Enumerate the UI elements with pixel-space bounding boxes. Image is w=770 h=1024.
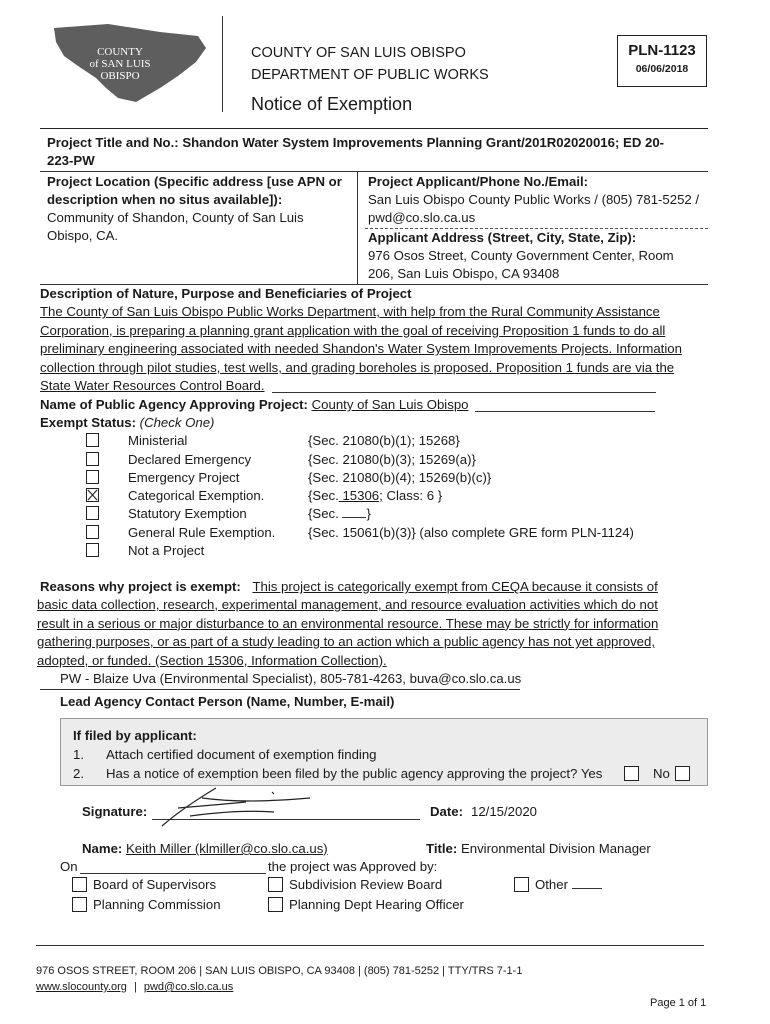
- address-value-2: 206, San Luis Obispo, CA 93408: [368, 266, 560, 281]
- filing-item-1-number: 1.: [73, 747, 84, 762]
- general-rule-label: General Rule Exemption.: [128, 525, 276, 540]
- filing-no-label: No: [653, 766, 670, 781]
- categorical-exemption-checkbox[interactable]: [86, 488, 99, 502]
- categorical-exemption-code: [308, 487, 442, 505]
- approved-by-label: the project was Approved by:: [268, 859, 438, 874]
- filing-item-1: Attach certified document of exemption finding: [106, 747, 377, 762]
- date-value: 12/15/2020: [471, 804, 538, 819]
- page-number: Page 1 of 1: [650, 997, 707, 1009]
- name-row: [82, 840, 328, 858]
- website-link[interactable]: www.slocounty.org: [36, 981, 127, 993]
- board-of-supervisors-checkbox[interactable]: [72, 877, 87, 892]
- agency-rule: [475, 411, 655, 412]
- name-label: Name:: [82, 841, 123, 856]
- description-line: collection through pilot studies, test wells, and grading boreholes is proposed. Proposition 1 funds are via the: [40, 359, 675, 375]
- applicant-value-1: San Luis Obispo County Public Works / (805) 781-5252 /: [368, 192, 700, 207]
- title-label: Title:: [426, 841, 458, 856]
- statutory-code-post: }: [366, 506, 371, 521]
- categorical-code-section: 15306;: [338, 488, 383, 503]
- hearing-officer-checkbox[interactable]: [268, 897, 283, 912]
- categorical-code-pre: {Sec.: [308, 488, 339, 503]
- county-logo: [48, 18, 213, 108]
- contact-value: PW - Blaize Uva (Environmental Specialist), 805-781-4263, buva@co.slo.ca.us: [60, 671, 522, 686]
- statutory-exemption-code: [308, 505, 371, 523]
- categorical-code-post: Class: 6 }: [382, 488, 443, 503]
- agency-label: Name of Public Agency Approving Project:: [40, 397, 308, 412]
- description-line: Corporation, is preparing a planning grant application with the goal of receiving Proposition 1 funds to do all: [40, 322, 666, 338]
- hearing-officer-label: Planning Dept Hearing Officer: [289, 897, 464, 912]
- general-rule-checkbox[interactable]: [86, 525, 99, 539]
- location-label-1: Project Location (Specific address [use APN or: [47, 174, 342, 189]
- other-blank[interactable]: [572, 876, 602, 889]
- contact-label: Lead Agency Contact Person (Name, Number, E-mail): [60, 694, 395, 709]
- logo-line-2: of SAN LUIS: [89, 58, 151, 70]
- ministerial-label: Ministerial: [128, 433, 188, 448]
- planning-commission-label: Planning Commission: [93, 897, 221, 912]
- subdivision-review-checkbox[interactable]: [268, 877, 283, 892]
- description-label: Description of Nature, Purpose and Beneficiaries of Project: [40, 286, 412, 301]
- contact-rule: [40, 689, 520, 690]
- reasons-line: result in a serious or major disturbance to an environmental resource. These may be strictly for information: [37, 615, 659, 631]
- page-title: Notice of Exemption: [251, 94, 413, 114]
- handwritten-signature: [150, 778, 320, 830]
- subdivision-review-label: Subdivision Review Board: [289, 877, 443, 892]
- agency-value: County of San Luis Obispo: [311, 397, 469, 412]
- applicant-value-2: pwd@co.slo.ca.us: [368, 210, 476, 225]
- statutory-exemption-label: Statutory Exemption: [128, 506, 247, 521]
- reasons-line: gathering purposes, or as part of a study leading to an action which a public agency has not yet approved,: [37, 634, 656, 650]
- footer-address: 976 OSOS STREET, ROOM 206 | SAN LUIS OBISPO, CA 93408 | (805) 781-5252 | TTY/TRS 7-1-1: [36, 965, 523, 977]
- board-of-supervisors-label: Board of Supervisors: [93, 877, 217, 892]
- name-value: Keith Miller (klmiller@co.slo.ca.us): [125, 841, 328, 856]
- form-number: PLN-1123: [628, 42, 696, 59]
- exempt-row: [40, 414, 214, 432]
- header-divider: [222, 16, 223, 112]
- email-link[interactable]: pwd@co.slo.ca.us: [143, 981, 234, 993]
- description-line: preliminary engineering associated with needed Shandon's Water System Improvements Projects. Information: [40, 341, 682, 357]
- reasons-label: Reasons why project is exempt:: [40, 579, 241, 594]
- title-row: [426, 840, 651, 858]
- categorical-exemption-label: Categorical Exemption.: [128, 488, 265, 503]
- ministerial-code: {Sec. 21080(b)(1); 15268}: [308, 433, 460, 448]
- emergency-project-code: {Sec. 21080(b)(4); 15269(b)(c)}: [308, 470, 492, 485]
- filing-item-2: Has a notice of exemption been filed by the public agency approving the project? Yes: [106, 766, 603, 781]
- other-checkbox[interactable]: [514, 877, 529, 892]
- reasons-line: This project is categorically exempt from CEQA because it consists of: [252, 579, 658, 594]
- logo-line-1: COUNTY: [97, 46, 143, 58]
- declared-emergency-checkbox[interactable]: [86, 452, 99, 466]
- column-divider: [357, 172, 358, 284]
- filing-item-2-number: 2.: [73, 766, 84, 781]
- reasons-row: [40, 578, 658, 596]
- applicant-label: Project Applicant/Phone No./Email:: [368, 174, 589, 189]
- planning-commission-checkbox[interactable]: [72, 897, 87, 912]
- check-x-icon: [87, 489, 98, 501]
- description-line: State Water Resources Control Board.: [40, 378, 265, 394]
- signature-label: Signature:: [82, 804, 148, 819]
- declared-emergency-label: Declared Emergency: [128, 452, 252, 467]
- approval-on-label: On: [60, 859, 78, 874]
- form-number-box: [617, 35, 707, 87]
- exempt-label: Exempt Status:: [40, 415, 136, 430]
- agency-row: [40, 396, 469, 414]
- reasons-text: [37, 596, 658, 670]
- filing-yes-checkbox[interactable]: [624, 766, 639, 781]
- description-end-rule: [272, 392, 656, 393]
- description-text: [40, 303, 682, 396]
- footer-links: [36, 978, 233, 996]
- location-label-2: description when no situs available]):: [47, 192, 283, 207]
- location-value-2: Obispo, CA.: [47, 228, 119, 243]
- statutory-exemption-checkbox[interactable]: [86, 506, 99, 520]
- footer-separator: |: [133, 981, 137, 993]
- other-row: [535, 876, 602, 894]
- title-value: Environmental Division Manager: [460, 841, 651, 856]
- location-value-1: Community of Shandon, County of San Luis: [47, 210, 304, 225]
- emergency-project-label: Emergency Project: [128, 470, 240, 485]
- not-a-project-checkbox[interactable]: [86, 543, 99, 557]
- declared-emergency-code: {Sec. 21080(b)(3); 15269(a)}: [308, 452, 476, 467]
- logo-line-3: OBISPO: [100, 70, 140, 82]
- footer-rule: [36, 945, 704, 946]
- reasons-line: adopted, or funded. (Section 15306, Information Collection).: [37, 652, 387, 668]
- date-label: Date:: [430, 804, 463, 819]
- reasons-line: basic data collection, research, experimental management, and resource evaluation activities which do not: [37, 597, 658, 612]
- approval-date-blank[interactable]: [80, 873, 266, 874]
- ministerial-checkbox[interactable]: [86, 433, 99, 447]
- filing-no-checkbox[interactable]: [675, 766, 690, 781]
- exempt-hint: (Check One): [139, 415, 215, 430]
- form-date: 06/06/2018: [635, 63, 689, 75]
- org-name: COUNTY OF SAN LUIS OBISPO: [251, 45, 466, 61]
- general-rule-code: {Sec. 15061(b)(3)} (also complete GRE form PLN-1124): [308, 525, 634, 540]
- description-line: The County of San Luis Obispo Public Works Department, with help from the Rural Community Assistance: [40, 304, 660, 319]
- header-rule: [40, 128, 708, 129]
- not-a-project-label: Not a Project: [128, 543, 205, 558]
- emergency-project-checkbox[interactable]: [86, 470, 99, 484]
- statutory-section-blank[interactable]: [342, 505, 366, 518]
- address-label: Applicant Address (Street, City, State, Zip):: [368, 230, 637, 245]
- title-rule: [40, 171, 708, 172]
- dept-name: DEPARTMENT OF PUBLIC WORKS: [251, 67, 489, 83]
- statutory-code-pre: {Sec.: [308, 506, 339, 521]
- address-value-1: 976 Osos Street, County Government Center, Room: [368, 248, 674, 263]
- other-label: Other: [535, 877, 568, 892]
- applicant-filing-box: [60, 718, 708, 786]
- project-title: Project Title and No.: Shandon Water System Improvements Planning Grant/201R02020016; ED 20-: [47, 135, 665, 150]
- project-title-cont: 223-PW: [47, 153, 95, 168]
- filing-heading: If filed by applicant:: [73, 728, 197, 743]
